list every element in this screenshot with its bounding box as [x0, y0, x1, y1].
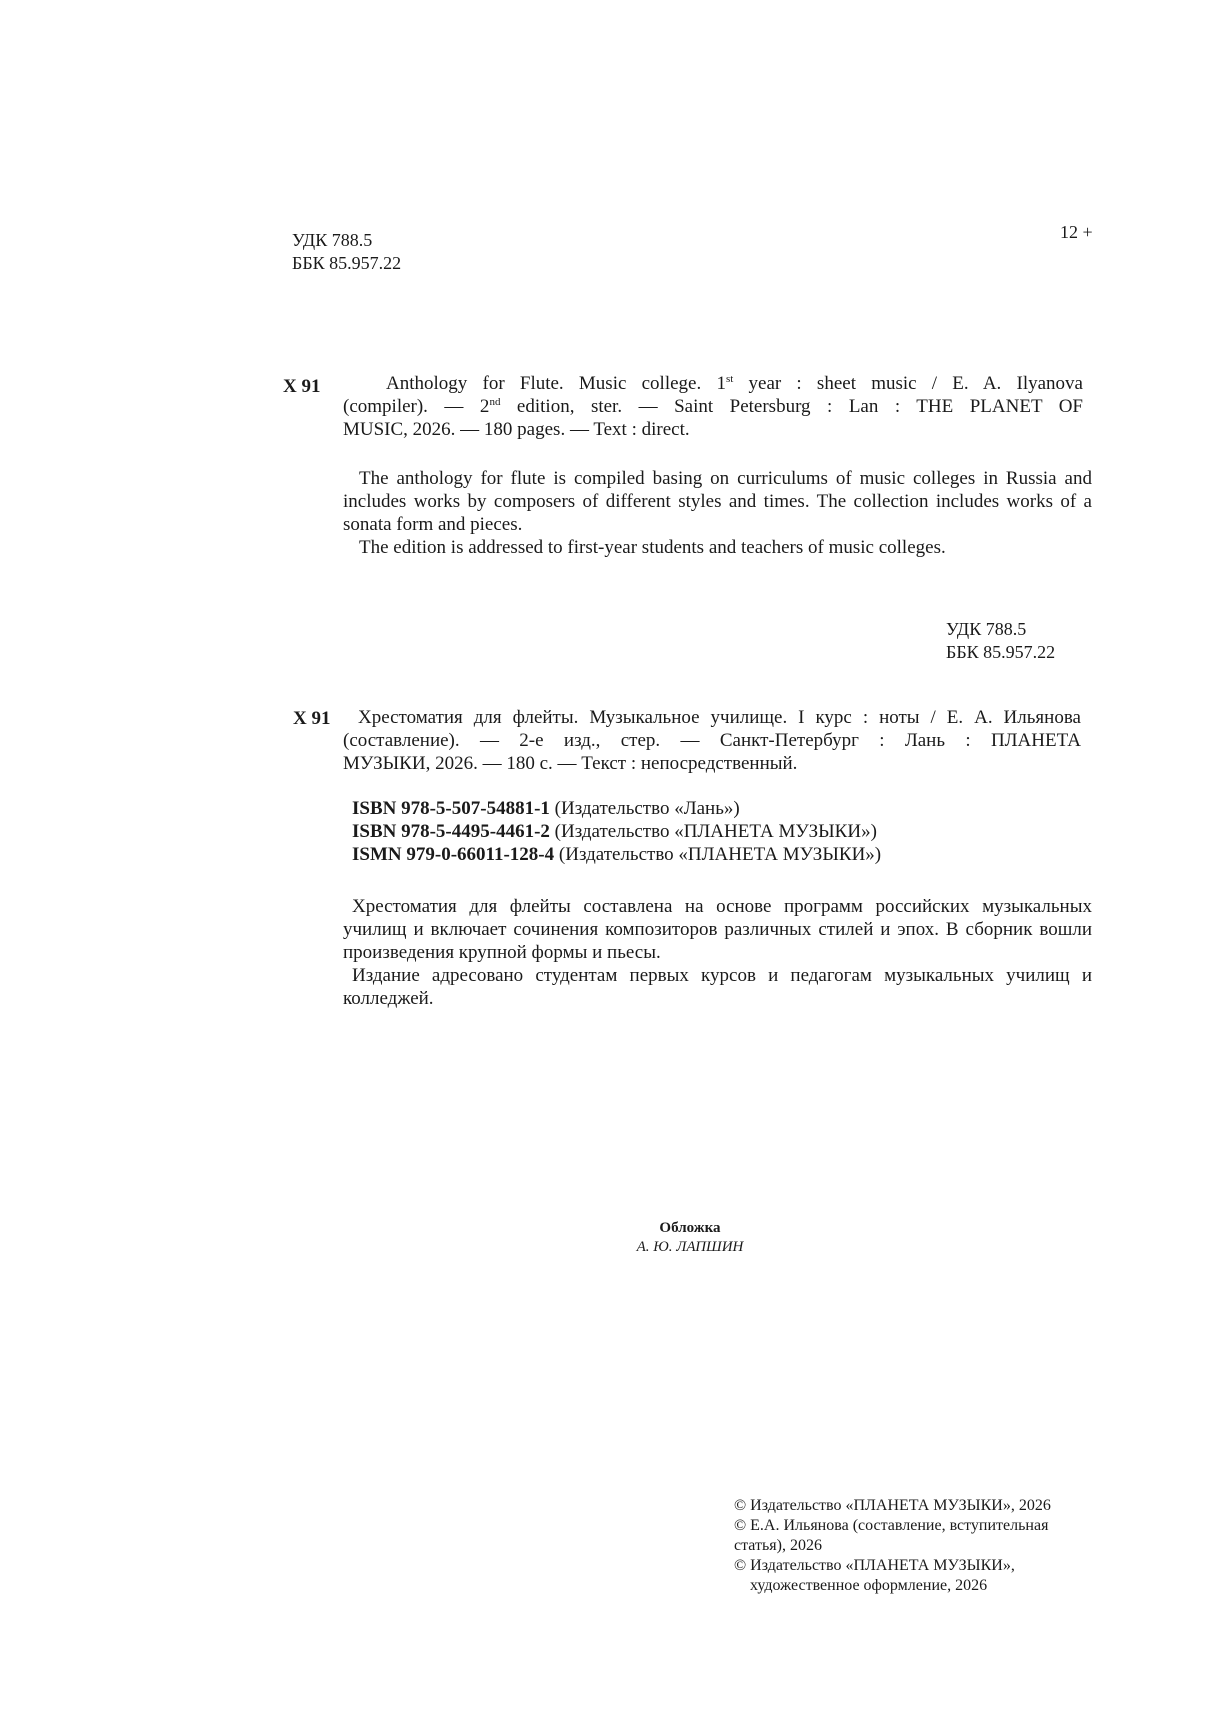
- russian-annotation: [343, 895, 1092, 1010]
- udk-top: УДК 788.5: [292, 230, 373, 250]
- russian-record-line-2: (составление). — 2-е изд., стер. — Санкт-Петербург : Лань : ПЛАНЕТА: [343, 730, 1081, 751]
- bbk-top: ББК 85.957.22: [292, 253, 402, 273]
- russian-record-line-1: Хрестоматия для флейты. Музыкальное училище. I курс : ноты / Е. А. Ильянова: [358, 707, 1081, 728]
- english-record-code: Х 91: [283, 376, 321, 397]
- cover-credit: [560, 1219, 820, 1257]
- copyright-line-1: © Издательство «ПЛАНЕТА МУЗЫКИ», 2026: [734, 1497, 1051, 1514]
- english-record-line-2: (compiler). — 2nd edition, ster. — Saint Petersburg : Lan : THE PLANET OF: [343, 396, 1083, 417]
- copyright-line-5: художественное оформление, 2026: [750, 1577, 988, 1594]
- copyright-line-2: © Е.А. Ильянова (составление, вступительная: [734, 1517, 1049, 1534]
- bbk-ru: ББК 85.957.22: [946, 642, 1056, 662]
- russian-classification: [946, 618, 1055, 664]
- russian-annotation-p1: Хрестоматия для флейты составлена на основе программ российских музыкальных училищ и включает сочинения композиторов различных стилей и эпох. В сборник вошли произведения крупной формы и пьесы.: [343, 896, 1092, 963]
- copyright-line-4: © Издательство «ПЛАНЕТА МУЗЫКИ»,: [734, 1557, 1015, 1574]
- russian-annotation-p2: Издание адресовано студентам первых курсов и педагогам музыкальных училищ и колледжей.: [343, 965, 1092, 1009]
- cover-credit-name: А. Ю. ЛАПШИН: [636, 1239, 744, 1255]
- top-classification: [292, 229, 401, 275]
- ismn-planet: ISMN 979-0-66011-128-4 (Издательство «ПЛАНЕТА МУЗЫКИ»): [352, 844, 882, 865]
- copyright-block: [734, 1496, 1094, 1596]
- copyright-line-3: статья), 2026: [734, 1537, 822, 1554]
- age-rating: 12 +: [1060, 222, 1093, 242]
- russian-record-line-3: МУЗЫКИ, 2026. — 180 с. — Текст : непосредственный.: [343, 753, 798, 774]
- cover-credit-label: Обложка: [659, 1220, 721, 1236]
- identifiers-list: [352, 797, 881, 866]
- russian-record-code: Х 91: [293, 708, 331, 729]
- udk-ru: УДК 788.5: [946, 619, 1027, 639]
- english-record-body: [343, 372, 1083, 441]
- english-record-line-3: MUSIC, 2026. — 180 pages. — Text : direct.: [343, 419, 690, 440]
- english-annotation-p2: The edition is addressed to first-year students and teachers of music colleges.: [359, 537, 946, 558]
- english-record-line-1: Anthology for Flute. Music college. 1st year : sheet music / E. A. Ilyanova: [386, 373, 1083, 394]
- russian-record-body: [343, 706, 1081, 775]
- isbn-lan: ISBN 978-5-507-54881-1 (Издательство «Лань»): [352, 798, 740, 819]
- english-annotation: [343, 467, 1092, 559]
- english-annotation-p1: The anthology for flute is compiled basing on curriculums of music colleges in Russia and includes works by composers of different styles and times. The collection includes works of a sonata form and pieces.: [343, 468, 1092, 535]
- isbn-planet: ISBN 978-5-4495-4461-2 (Издательство «ПЛАНЕТА МУЗЫКИ»): [352, 821, 877, 842]
